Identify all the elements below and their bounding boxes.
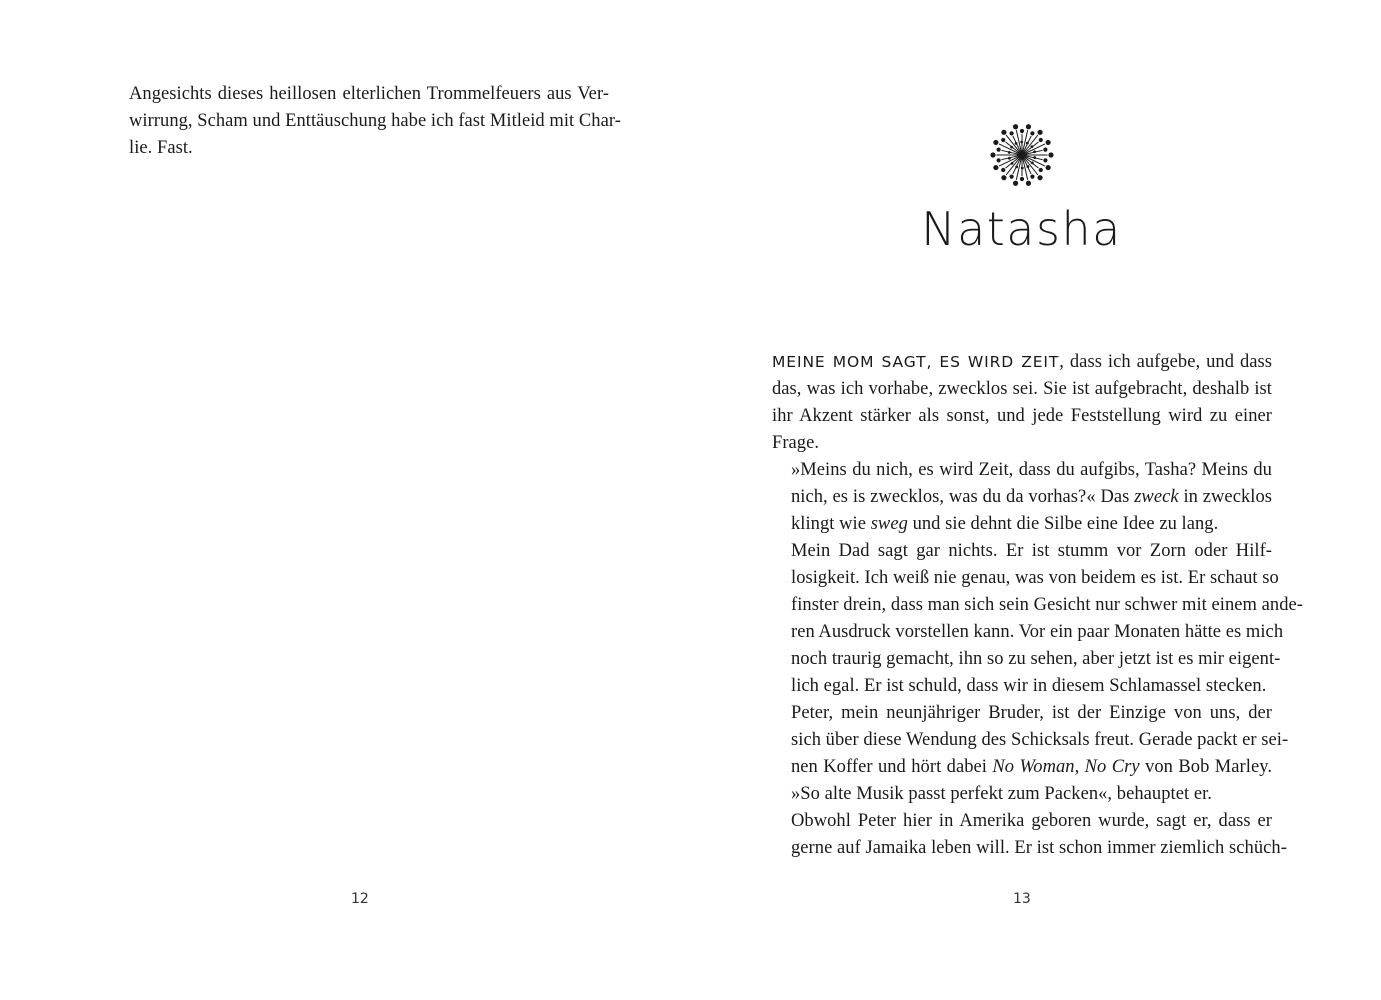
- text-line: finster drein, dass man sich sein Gesicht nur schwer mit einem ande-: [791, 595, 1304, 615]
- dandelion-ornament-icon: [987, 120, 1057, 190]
- text-line: Angesichts dieses heillosen elterlichen Trommelfeuers aus Ver-: [129, 84, 609, 104]
- text-line: [772, 484, 1272, 511]
- text-fragment: von Bob Marley.: [1139, 757, 1272, 777]
- text-line: losigkeit. Ich weiß nie genau, was von beidem es ist. Er schaut so: [791, 568, 1279, 588]
- chapter-title: Natasha: [921, 202, 1122, 256]
- text-line: sich über diese Wendung des Schicksals freut. Gerade packt er sei-: [791, 730, 1289, 750]
- italic-text: sweg: [870, 514, 908, 534]
- paragraph: [772, 457, 1272, 538]
- text-line: Frage.: [772, 433, 820, 453]
- text-line: »So alte Musik passt perfekt zum Packen«, behauptet er.: [791, 784, 1212, 804]
- text-line: lie. Fast.: [129, 138, 193, 158]
- paragraph: [772, 538, 1304, 700]
- text-line: lich egal. Er ist schuld, dass wir in diesem Schlamassel stecken.: [791, 676, 1267, 696]
- text-line: ren Ausdruck vorstellen kann. Vor ein paar Monaten hätte es mich: [791, 622, 1284, 642]
- text-line: gerne auf Jamaika leben will. Er ist schon immer ziemlich schüch-: [791, 838, 1287, 858]
- paragraph: [772, 349, 1272, 457]
- right-page: [690, 0, 1381, 1000]
- text-line: [772, 511, 1272, 538]
- left-page: [0, 0, 690, 1000]
- text-fragment: in zwecklos: [1178, 487, 1272, 507]
- text-fragment: klingt wie: [791, 514, 871, 534]
- text-fragment: , dass ich aufgebe, und dass: [1059, 352, 1273, 372]
- page-number: 12: [351, 891, 369, 907]
- italic-text: No Woman, No Cry: [992, 757, 1140, 777]
- left-page-text: [110, 81, 621, 162]
- text-line: wirrung, Scham und Enttäuschung habe ich fast Mitleid mit Char-: [129, 111, 621, 131]
- text-line: das, was ich vorhabe, zwecklos sei. Sie ist aufgebracht, deshalb ist: [772, 379, 1272, 399]
- right-page-text: [772, 349, 1304, 862]
- text-line: noch traurig gemacht, ihn so zu sehen, aber jetzt ist es mir eigent-: [791, 649, 1281, 669]
- paragraph: [110, 81, 621, 162]
- text-line: [772, 754, 1272, 781]
- page-number: 13: [1013, 891, 1031, 907]
- text-line: Mein Dad sagt gar nichts. Er ist stumm vor Zorn oder Hilf-: [791, 541, 1272, 561]
- text-fragment: nich, es is zwecklos, was du da vorhas?« Das: [791, 487, 1135, 507]
- paragraph: [772, 808, 1287, 862]
- text-line: Peter, mein neunjähriger Bruder, ist der Einzige von uns, der: [791, 703, 1272, 723]
- paragraph: [772, 700, 1289, 808]
- text-line: [772, 349, 1272, 376]
- text-line: Obwohl Peter hier in Amerika geboren wurde, sagt er, dass er: [791, 811, 1272, 831]
- italic-text: zweck: [1134, 487, 1179, 507]
- text-fragment: nen Koffer und hört dabei: [791, 757, 993, 777]
- text-line: »Meins du nich, es wird Zeit, dass du aufgibs, Tasha? Meins du: [791, 460, 1272, 480]
- smallcaps-lead: MEINE MOM SAGT, ES WIRD ZEIT: [772, 353, 1060, 371]
- text-line: ihr Akzent stärker als sonst, und jede Feststellung wird zu einer: [772, 406, 1272, 426]
- text-fragment: und sie dehnt die Silbe eine Idee zu lang.: [907, 514, 1219, 534]
